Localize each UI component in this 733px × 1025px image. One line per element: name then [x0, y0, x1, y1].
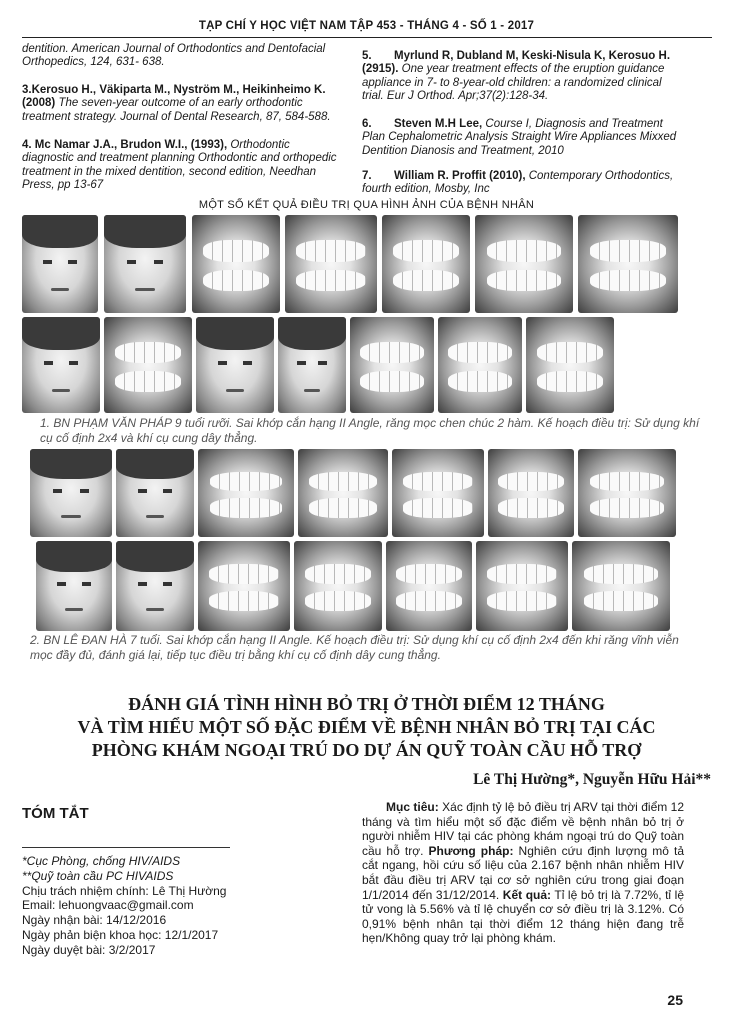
- patient-2-teeth-photo: [294, 541, 382, 631]
- reference-lead: 3.Kerosuo H., Väkiparta M., Nyström M., Heikinheimo K. (2008): [22, 84, 326, 110]
- patient-2-teeth-photo: [572, 541, 670, 631]
- patient-2-caption: 2. BN LÊ ĐAN HÀ 7 tuổi. Sai khớp cắn hạng II Angle. Kế hoạch điều trị: Sử dụng khí cụ cố định 2x4 đến khi răng vĩnh viễn mọc đầy đủ, đánh giá lại, tiếp tục điều trị bằng khí cụ cố định dây cung thẳng.: [30, 633, 679, 662]
- reference-7: [362, 170, 682, 197]
- reference-number: 5.: [362, 50, 372, 62]
- journal-header: TẠP CHÍ Y HỌC VIỆT NAM TẬP 453 - THÁNG 4 - SỐ 1 - 2017: [198, 20, 535, 32]
- patient-1-teeth-photo: [350, 317, 434, 413]
- patient-2-face-photo: [30, 449, 112, 537]
- article-authors: Lê Thị Hường*, Nguyễn Hữu Hải**: [473, 771, 711, 788]
- footnotes: [22, 854, 262, 958]
- patient-1-profile-photo: [22, 215, 98, 313]
- approved-date: Ngày duyệt bài: 3/2/2017: [22, 942, 156, 957]
- patient-1-teeth-photo: [526, 317, 614, 413]
- patient-1-teeth-photo: [104, 317, 192, 413]
- patient-1-teeth-photo: [438, 317, 522, 413]
- reference-lead: William R. Proffit (2010),: [394, 170, 526, 182]
- reference-text: The seven-year outcome of an early orthodontic treatment strategy. Journal of Dental Research, 87, 584-588.: [22, 97, 331, 123]
- patient-2-teeth-photo: [488, 449, 574, 537]
- summary-heading: TÓM TẮT: [22, 805, 89, 822]
- footnote-rule: [22, 847, 230, 848]
- result-text: Tỉ lệ bỏ trị là 7.72%, tỉ lệ tử vong là 5.56% và tỉ lệ chuyển cơ sở điều trị là 3.12%. Có 0,91% bệnh nhân tại thời điểm 12 tháng hiện đang trễ hẹn/Không quay trở lại phòng khám.: [362, 887, 684, 946]
- affiliation-2: **Quỹ toàn cầu PC HIVAIDS: [22, 868, 174, 883]
- patient-1-caption: 1. BN PHẠM VĂN PHÁP 9 tuổi rưỡi. Sai khớp cắn hạng II Angle, răng mọc chen chúc 2 hàm. Kế hoạch điều trị: Sử dụng khí cụ cố định 2x4 và khí cụ cung dây thẳng.: [40, 416, 700, 445]
- reference-2-continued: [22, 43, 344, 70]
- received-date: Ngày nhận bài: 14/12/2016: [22, 913, 167, 928]
- reviewed-date: Ngày phản biện khoa học: 12/1/2017: [22, 927, 219, 942]
- reference-number: 7.: [362, 170, 372, 182]
- patient-1-face-photo: [104, 215, 186, 313]
- patient-1-teeth-photo: [192, 215, 280, 313]
- result-label: Kết quả:: [502, 887, 552, 902]
- patient-1-teeth-photo: [382, 215, 470, 313]
- patient-1-face-photo: [22, 317, 100, 413]
- patient-1-face-photo: [196, 317, 274, 413]
- reference-lead: Steven M.H Lee,: [394, 118, 483, 130]
- page-number: 25: [667, 992, 683, 1008]
- patient-1-profile-photo: [278, 317, 346, 413]
- objective-text: Xác định tỷ lệ bỏ điều trị ARV tại thời điểm 12 tháng và tìm hiểu một số đặc điểm về bệnh nhân bỏ trị ở người nhiễm HIV tại các phòng khám ngoại trú do Quỹ toàn cầu hỗ trợ.: [362, 800, 684, 858]
- affiliation-1: *Cục Phòng, chống HIV/AIDS: [22, 854, 181, 868]
- reference-text: Contemporary Orthodontics, fourth edition, Mosby, Inc: [362, 170, 674, 196]
- reference-4: [22, 139, 344, 193]
- patient-2-profile-photo: [116, 449, 194, 537]
- reference-lead: 4. Mc Namar J.A., Brudon W.I., (1993),: [22, 139, 228, 151]
- reference-number: 6.: [362, 118, 372, 130]
- patient-2-teeth-photo: [392, 449, 484, 537]
- patient-2-face-photo: [36, 541, 112, 631]
- reference-text: Orthodontic diagnostic and treatment planning Orthodontic and orthopedic treatment in the mixed dentition, second edition, Needhan Press, pp 13-67: [22, 139, 337, 192]
- author-email: Email: lehuongvaac@gmail.com: [22, 898, 194, 913]
- method-text: Nghiên cứu định lượng mô tả cắt ngang, hồi cứu số liệu của 2.167 bệnh nhân nhiễm HIV bắt đầu điều trị ARV tại cơ sở nghiên cứu trong giai đoạn 1/1/2014 đến 31/12/2014.: [362, 843, 684, 902]
- article-title-line: VÀ TÌM HIỂU MỘT SỐ ĐẶC ĐIỂM VỀ BỆNH NHÂN BỎ TRỊ TẠI CÁC: [77, 717, 656, 737]
- reference-6: [362, 118, 682, 158]
- reference-text: One year treatment effects of the eruption guidance appliance in 7- to 8-year-old children: a randomized clinical trial. Eur J Orthod. Apr;37(2):128-34.: [362, 63, 665, 103]
- objective-label: Mục tiêu:: [386, 800, 439, 814]
- patient-2-teeth-photo: [476, 541, 568, 631]
- reference-text: Course I, Diagnosis and Treatment Plan Cephalometric Analysis Straight Wire Appliances Mixxed Dentition Dianosis and Treatment, 2010: [362, 118, 677, 157]
- gallery-title: MỘT SỐ KẾT QUẢ ĐIỀU TRỊ QUA HÌNH ẢNH CỦA BỆNH NHÂN: [198, 199, 535, 211]
- patient-1-teeth-photo: [285, 215, 377, 313]
- patient-2-teeth-photo: [298, 449, 388, 537]
- header-rule: [22, 37, 712, 38]
- reference-lead: Myrlund R, Dubland M, Keski-Nisula K, Kerosuo H. (2915).: [362, 50, 671, 76]
- patient-2-profile-photo: [116, 541, 194, 631]
- article-title-line: PHÒNG KHÁM NGOẠI TRÚ DO DỰ ÁN QUỸ TOÀN CẦU HỖ TRỢ: [91, 740, 642, 760]
- article-title: [40, 693, 693, 762]
- reference-3: [22, 84, 344, 124]
- reference-text: dentition. American Journal of Orthodontics and Dentofacial Orthopedics, 124, 631- 638.: [22, 43, 326, 69]
- method-label: Phương pháp:: [428, 843, 514, 858]
- patient-2-teeth-photo: [386, 541, 472, 631]
- article-title-line: ĐÁNH GIÁ TÌNH HÌNH BỎ TRỊ Ở THỜI ĐIỂM 12 THÁNG: [128, 694, 605, 714]
- abstract: [362, 800, 684, 946]
- patient-2-teeth-photo: [198, 541, 290, 631]
- responsible-author: Chịu trách nhiệm chính: Lê Thị Hường: [22, 883, 227, 898]
- patient-2-teeth-photo: [198, 449, 294, 537]
- patient-2-teeth-photo: [578, 449, 676, 537]
- patient-1-teeth-photo: [578, 215, 678, 313]
- reference-5: [362, 50, 682, 104]
- patient-1-teeth-photo: [475, 215, 573, 313]
